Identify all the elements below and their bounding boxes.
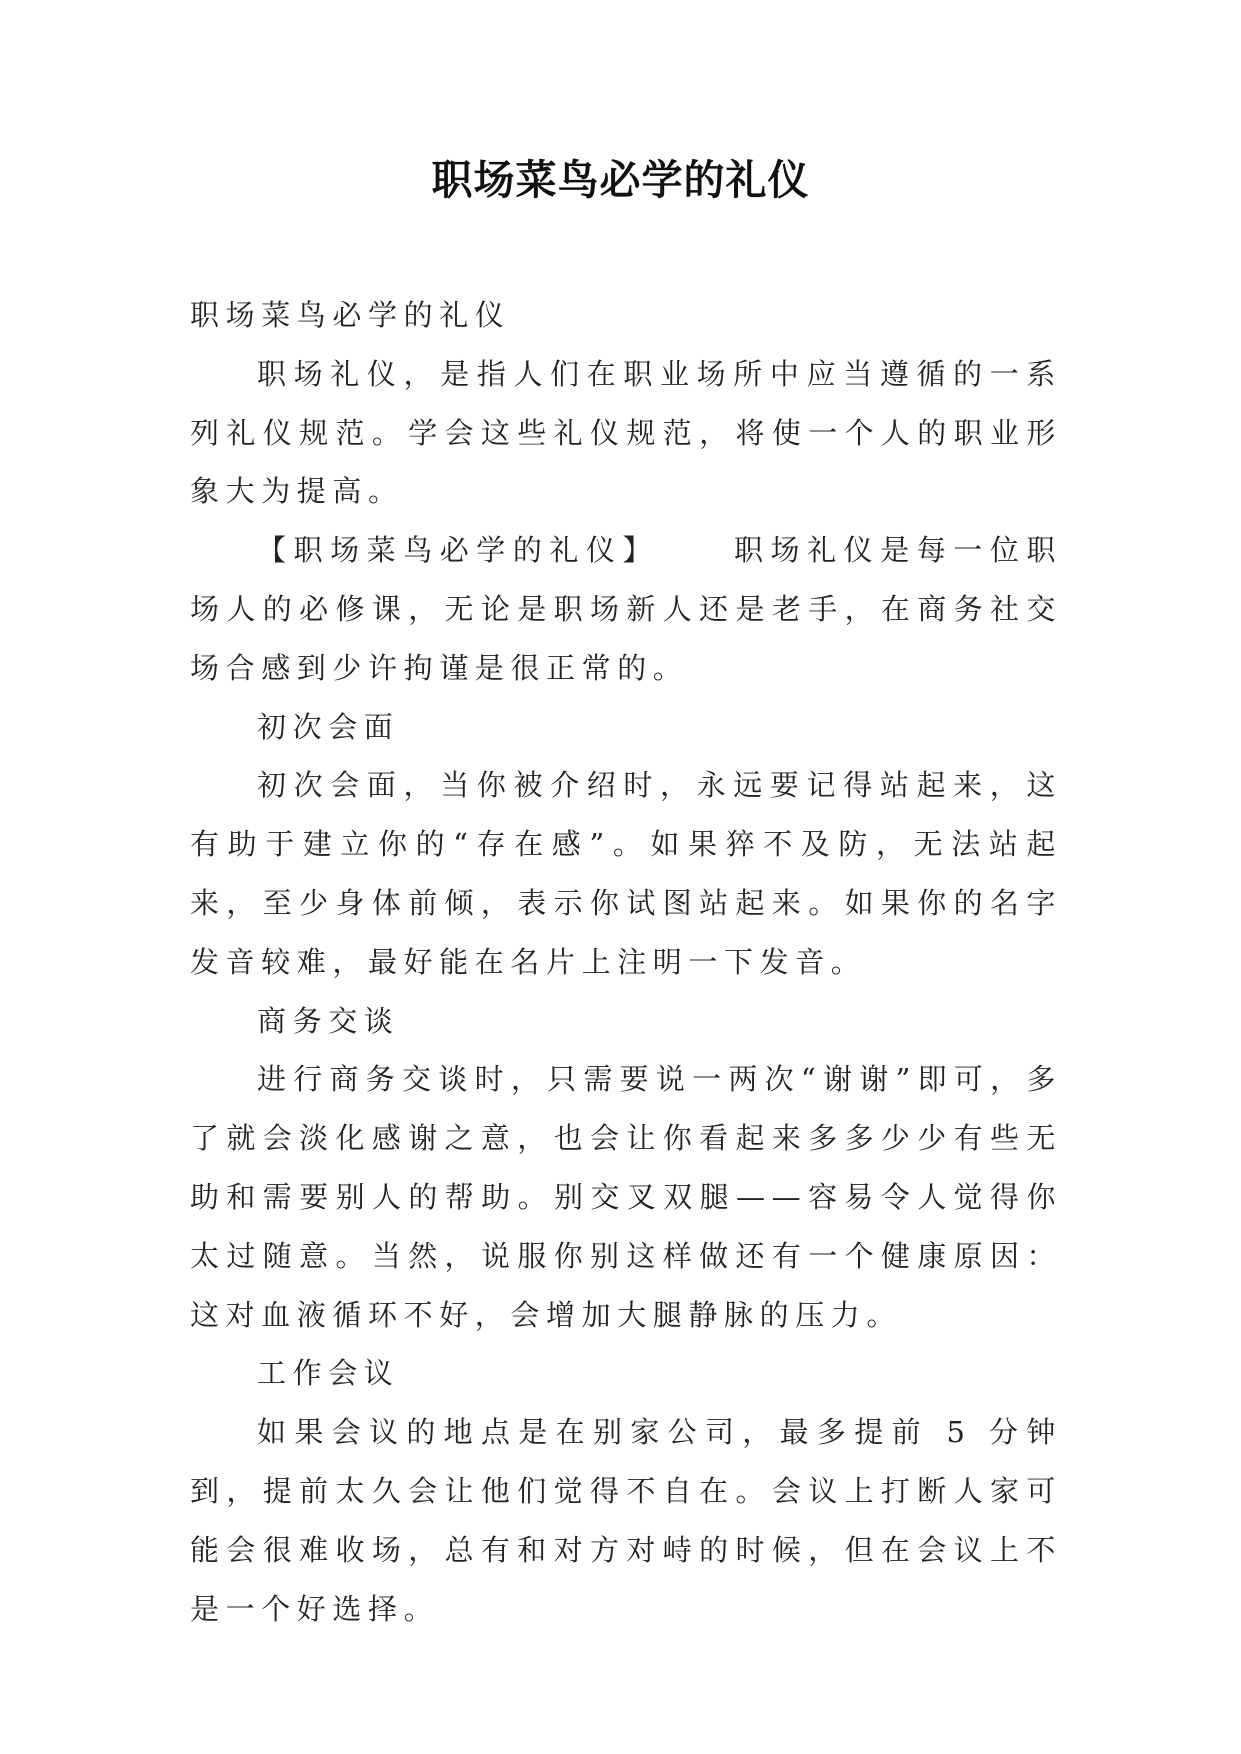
paragraph-definition: 职场礼仪，是指人们在职业场所中应当遵循的一系列礼仪规范。学会这些礼仪规范，将使一个人的职业形象大为提高。 <box>190 356 1062 509</box>
paragraph-business-talk: 进行商务交谈时，只需要说一两次“谢谢”即可，多了就会淡化感谢之意，也会让你看起来多多少少有些无助和需要别人的帮助。别交叉双腿——容易令人觉得你太过随意。当然，说服你别这样做还有一个健康原因：这对血液循环不好，会增加大腿静脉的压力。 <box>190 1062 1062 1332</box>
overview-text: 职场礼仪是每一位职场人的必修课，无论是职场新人还是老手，在商务社交场合感到少许拘谨是很正常的。 <box>190 533 1062 685</box>
paragraph-overview <box>190 521 1062 697</box>
section-heading-work-meeting: 工作会议 <box>257 1356 400 1391</box>
page-title: 职场菜鸟必学的礼仪 <box>431 156 810 204</box>
document-body <box>190 286 1062 1638</box>
section-heading-first-meeting: 初次会面 <box>257 709 400 744</box>
intro-heading: 职场菜鸟必学的礼仪 <box>190 298 511 332</box>
paragraph-first-meeting: 初次会面，当你被介绍时，永远要记得站起来，这有助于建立你的“存在感”。如果猝不及防，无法站起来，至少身体前倾，表示你试图站起来。如果你的名字发音较难，最好能在名片上注明一下发音。 <box>190 768 1062 979</box>
bracket-heading: 【职场菜鸟必学的礼仪】 <box>257 533 660 568</box>
paragraph-work-meeting: 如果会议的地点是在别家公司，最多提前 5 分钟到，提前太久会让他们觉得不自在。会议上打断人家可能会很难收场，总有和对方对峙的时候，但在会议上不是一个好选择。 <box>190 1415 1062 1626</box>
section-heading-business-talk: 商务交谈 <box>257 1003 400 1038</box>
